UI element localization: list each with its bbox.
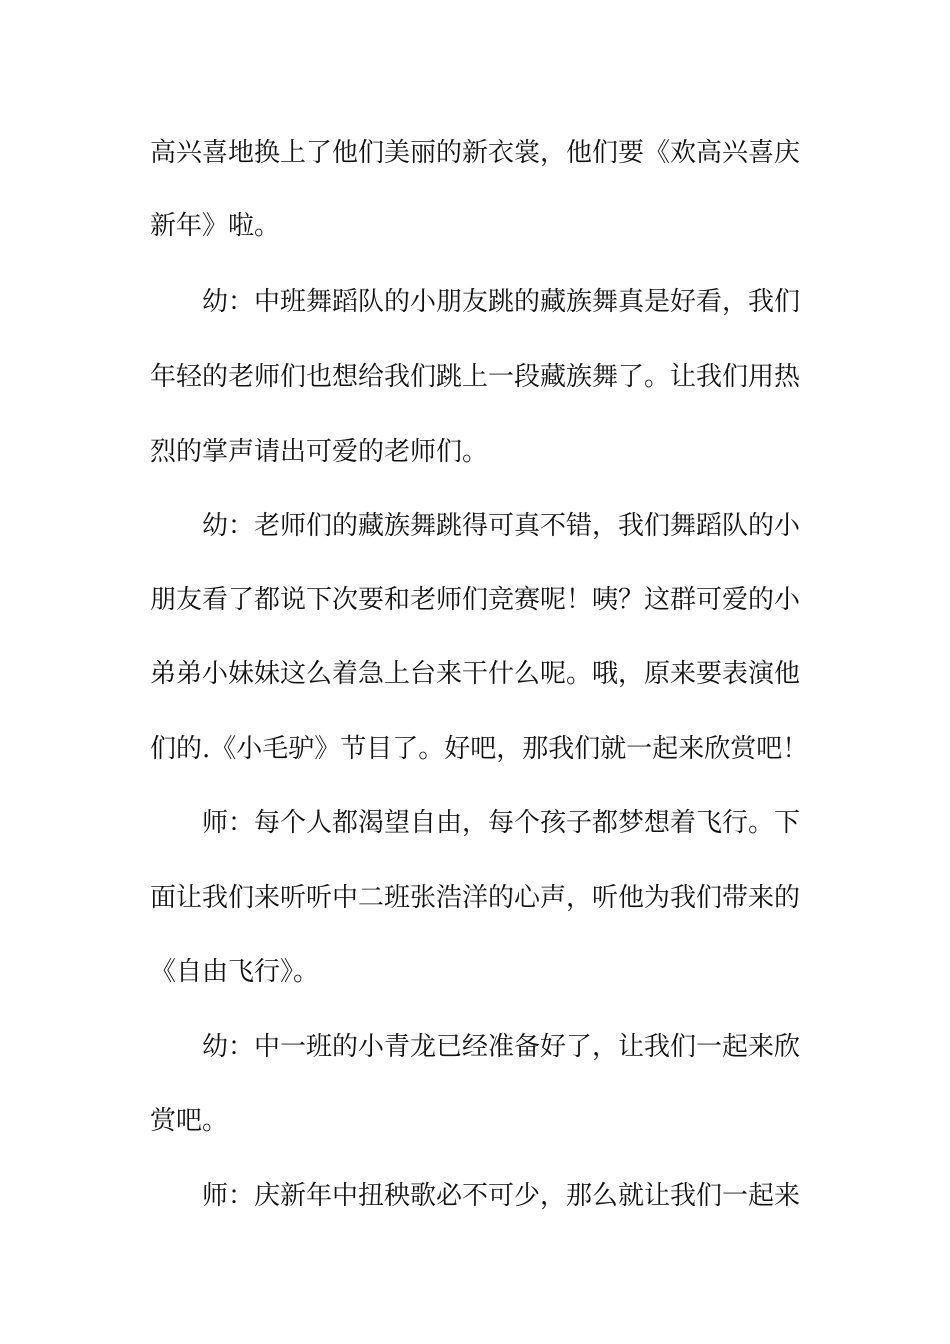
text-line: 高兴喜地换上了他们美丽的新衣裳，他们要《欢高兴喜庆: [150, 138, 801, 168]
paragraph-start-line: 幼：中一班的小青龙已经准备好了，让我们一起来欣: [202, 1032, 801, 1062]
text-line: 《自由飞行》。: [150, 957, 320, 987]
paragraph-start-line: 幼：老师们的藏族舞跳得可真不错，我们舞蹈队的小: [202, 511, 801, 541]
paragraph-start-line: 师：庆新年中扭秧歌必不可少，那么就让我们一起来: [202, 1181, 801, 1211]
paragraph-start-line: 师：每个人都渴望自由，每个孩子都梦想着飞行。下: [202, 808, 801, 838]
text-line: 烈的掌声请出可爱的老师们。: [150, 437, 489, 467]
paragraph-start-line: 幼：中班舞蹈队的小朋友跳的藏族舞真是好看，我们: [202, 287, 801, 317]
text-line: 面让我们来听听中二班张浩洋的心声，听他为我们带来的: [150, 883, 801, 913]
text-line: 朋友看了都说下次要和老师们竞赛呢！咦？这群可爱的小: [150, 585, 801, 615]
text-line: 新年》啦。: [150, 211, 281, 241]
text-line: 们的.《小毛驴》节目了。好吧，那我们就一起来欣赏吧！: [150, 734, 809, 764]
text-line: 赏吧。: [150, 1106, 229, 1136]
text-line: 弟弟小妹妹这么着急上台来干什么呢。哦，原来要表演他: [150, 659, 801, 689]
text-line: 年轻的老师们也想给我们跳上一段藏族舞了。让我们用热: [150, 362, 801, 392]
